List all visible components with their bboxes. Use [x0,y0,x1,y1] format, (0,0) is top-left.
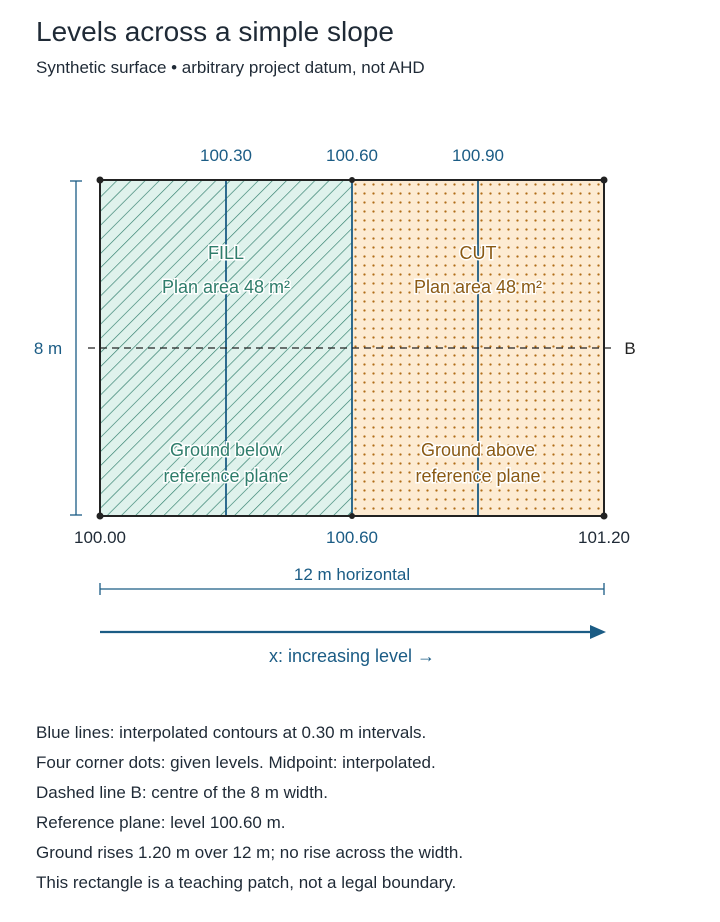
corner-dot-top-right [601,177,608,184]
fill-note-line2: reference plane [163,466,289,486]
page-subtitle: Synthetic surface • arbitrary project datum, not AHD [36,58,425,77]
corner-dot-top-left [97,177,104,184]
corner-dot-bottom-left [97,513,104,520]
notes-list [36,718,463,898]
level-label-bottom-mid: 100.60 [326,528,378,547]
midpoint-dot-bottom [349,513,355,519]
width-label: 8 m [33,339,63,358]
note-teaching-patch: This rectangle is a teaching patch, not a legal boundary. [36,873,457,892]
contour-label-100-30: 100.30 [200,146,252,165]
horizontal-dimension-label: 12 m horizontal [293,565,411,584]
fill-title: FILL [207,243,245,263]
cut-title: CUT [459,243,497,263]
cut-area: Plan area 48 m² [413,277,543,297]
note-corner-dots: Four corner dots: given levels. Midpoint: interpolated. [36,753,436,772]
level-label-bottom-right: 101.20 [578,528,630,547]
note-ground-rise: Ground rises 1.20 m over 12 m; no rise across the width. [36,843,464,862]
cut-note-line2: reference plane [415,466,541,486]
fill-area: Plan area 48 m² [161,277,291,297]
increasing-level-arrow-head [590,625,606,639]
section-label-b: B [624,339,636,358]
page-title: Levels across a simple slope [36,16,394,47]
contour-label-100-90: 100.90 [452,146,504,165]
increasing-level-label: x: increasing level → [268,646,436,666]
note-dashed-line: Dashed line B: centre of the 8 m width. [36,783,328,802]
note-reference-plane: Reference plane: level 100.60 m. [36,813,286,832]
level-label-bottom-left: 100.00 [74,528,126,547]
midpoint-dot-top [349,177,355,183]
contour-label-100-60: 100.60 [326,146,378,165]
fill-note-line1: Ground below [169,440,283,460]
note-contours: Blue lines: interpolated contours at 0.30 m intervals. [36,723,427,742]
corner-dot-bottom-right [601,513,608,520]
cut-note-line1: Ground above [420,440,536,460]
